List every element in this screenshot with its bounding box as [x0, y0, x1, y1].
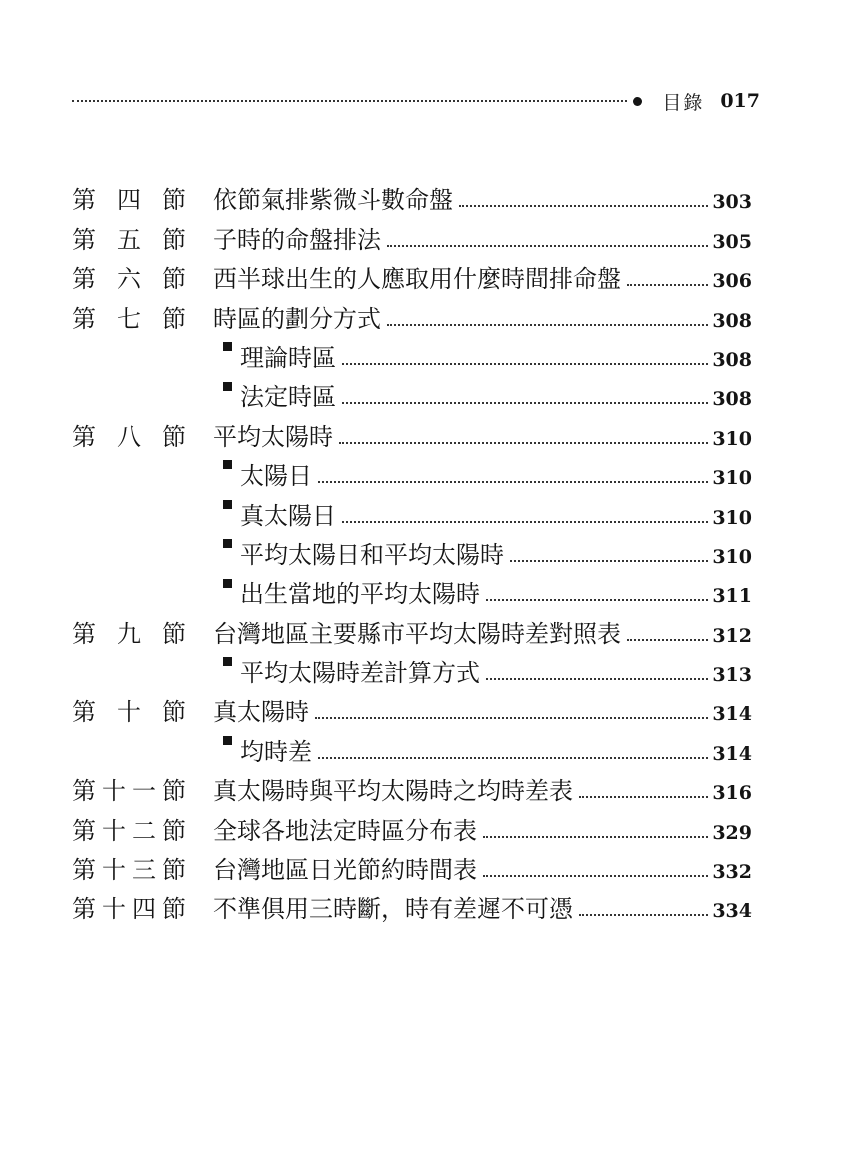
entry-page-number: 310: [712, 467, 752, 490]
dot-leader: [342, 363, 708, 365]
header-title: 目錄: [662, 91, 705, 114]
dot-leader: [387, 245, 708, 247]
entry-title: 平均太陽時: [213, 422, 333, 451]
dot-leader: [459, 205, 708, 207]
entry-page-number: 308: [712, 348, 752, 371]
toc-section-row: [72, 606, 752, 648]
section-number-label: 第 四 節: [72, 186, 186, 215]
entry-page-number: 334: [712, 900, 752, 923]
table-of-contents: [72, 173, 752, 924]
section-number-label: 第 十 節: [72, 698, 186, 727]
section-number-label: 第 十 四 節: [72, 895, 186, 924]
square-bullet-icon: [223, 736, 232, 745]
entry-page-number: 316: [712, 782, 752, 805]
dot-leader: [486, 599, 708, 601]
entry-title: 平均太陽日和平均太陽時: [240, 540, 504, 569]
entry-title: 太陽日: [240, 462, 312, 491]
section-number-label: 第 六 節: [72, 265, 186, 294]
entry-page-number: 311: [712, 585, 752, 608]
dot-leader: [627, 639, 708, 641]
entry-page-number: 314: [712, 742, 752, 765]
entry-title: 西半球出生的人應取用什麼時間排命盤: [213, 265, 621, 294]
entry-title: 法定時區: [240, 383, 336, 412]
entry-page-number: 314: [712, 703, 752, 726]
dot-leader: [339, 442, 708, 444]
entry-page-number: 310: [712, 506, 752, 529]
dot-leader: [579, 796, 708, 798]
toc-subsection-row: [72, 331, 752, 370]
entry-page-number: 310: [712, 427, 752, 450]
section-number-label: 第 七 節: [72, 304, 186, 333]
entry-title: 均時差: [240, 737, 312, 766]
entry-title: 真太陽日: [240, 501, 336, 530]
entry-title: 真太陽時與平均太陽時之均時差表: [213, 777, 573, 806]
entry-title: 出生當地的平均太陽時: [240, 580, 480, 609]
square-bullet-icon: [223, 500, 232, 509]
toc-subsection-row: [72, 567, 752, 609]
section-number-label: 第 十 二 節: [72, 816, 186, 845]
entry-title: 理論時區: [240, 343, 336, 372]
entry-page-number: 308: [712, 309, 752, 332]
section-number-label: 第 八 節: [72, 422, 186, 451]
entry-title: 子時的命盤排法: [213, 225, 381, 254]
toc-section-row: [72, 685, 752, 727]
square-bullet-icon: [223, 657, 232, 666]
entry-page-number: 329: [712, 821, 752, 844]
dot-leader: [315, 717, 708, 719]
section-number-label: 第 十 一 節: [72, 777, 186, 806]
square-bullet-icon: [223, 382, 232, 391]
toc-section-row: [72, 173, 752, 215]
entry-title: 台灣地區主要縣市平均太陽時差對照表: [213, 619, 621, 648]
dot-leader: [579, 914, 708, 916]
dot-leader: [483, 875, 708, 877]
entry-page-number: 306: [712, 270, 752, 293]
entry-page-number: 303: [712, 191, 752, 214]
entry-title: 依節氣排紫微斗數命盤: [213, 186, 453, 215]
header-dotted-rule: [72, 100, 627, 102]
toc-section-row: [72, 843, 752, 885]
toc-section-row: [72, 882, 752, 924]
dot-leader: [483, 836, 708, 838]
toc-section-row: [72, 252, 752, 294]
dot-leader: [387, 324, 708, 326]
entry-title: 時區的劃分方式: [213, 304, 381, 333]
section-number-label: 第 十 三 節: [72, 856, 186, 885]
header-page-number: 017: [720, 90, 760, 112]
toc-subsection-row: [72, 724, 752, 766]
entry-page-number: 332: [712, 861, 752, 884]
toc-section-row: [72, 212, 752, 254]
section-number-label: 第 九 節: [72, 619, 186, 648]
dot-leader: [342, 402, 708, 404]
entry-title: 平均太陽時差計算方式: [240, 659, 480, 688]
entry-page-number: 313: [712, 664, 752, 687]
running-header: [72, 88, 760, 114]
toc-subsection-row: [72, 528, 752, 567]
entry-title: 真太陽時: [213, 698, 309, 727]
toc-subsection-row: [72, 449, 752, 491]
dot-leader: [342, 521, 708, 523]
dot-leader: [486, 678, 708, 680]
entry-page-number: 312: [712, 624, 752, 647]
toc-section-row: [72, 764, 752, 806]
toc-subsection-row: [72, 370, 752, 412]
square-bullet-icon: [223, 579, 232, 588]
toc-subsection-row: [72, 488, 752, 530]
dot-leader: [510, 560, 708, 562]
toc-section-row: [72, 409, 752, 451]
dot-leader: [318, 757, 708, 759]
header-bullet-icon: [633, 97, 642, 106]
square-bullet-icon: [223, 342, 232, 351]
dot-leader: [627, 284, 708, 286]
toc-section-row: [72, 803, 752, 845]
entry-title: 不準俱用三時斷，時有差遲不可憑: [213, 895, 573, 924]
section-number-label: 第 五 節: [72, 225, 186, 254]
dot-leader: [318, 481, 708, 483]
toc-section-row: [72, 291, 752, 333]
square-bullet-icon: [223, 460, 232, 469]
square-bullet-icon: [223, 539, 232, 548]
toc-subsection-row: [72, 646, 752, 688]
entry-title: 台灣地區日光節約時間表: [213, 856, 477, 885]
entry-page-number: 308: [712, 388, 752, 411]
entry-page-number: 310: [712, 545, 752, 568]
entry-page-number: 305: [712, 230, 752, 253]
entry-title: 全球各地法定時區分布表: [213, 816, 477, 845]
